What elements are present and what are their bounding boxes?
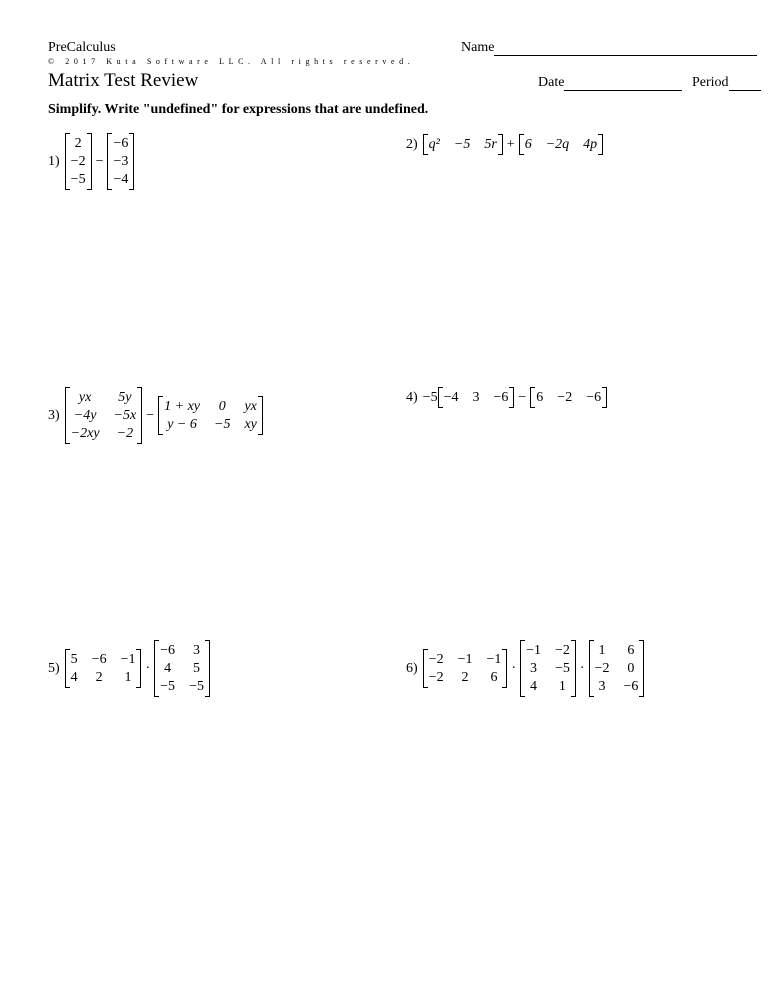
matrix-cell: −1 [486, 652, 502, 667]
matrix-cell: −6 [160, 643, 176, 658]
matrix-cell: −5x [113, 408, 137, 423]
period-field[interactable] [692, 75, 761, 91]
matrix-cell: −5 [189, 679, 204, 694]
operator: − [146, 407, 155, 423]
matrix-cell: 1 [598, 643, 606, 658]
problem-number: 4) [406, 389, 418, 405]
matrix-a [438, 387, 515, 408]
matrix-cell: 1 [124, 670, 132, 685]
period-blank[interactable] [729, 77, 761, 91]
matrix-cell: −2 [70, 154, 86, 169]
copyright-notice: © 2017 Kuta Software LLC. All rights reserved. [48, 57, 415, 66]
operator: · [511, 660, 517, 676]
matrix-cell: −2q [545, 137, 570, 152]
matrix-cell: −2 [554, 643, 570, 658]
problem-number: 6) [406, 660, 418, 676]
matrix-cell: 4p [583, 137, 598, 152]
worksheet-title: Matrix Test Review [48, 70, 199, 91]
matrix-cell: 5 [193, 661, 201, 676]
matrix-cell: −3 [113, 154, 129, 169]
problem-3 [48, 387, 263, 444]
problem-1 [48, 133, 134, 190]
matrix-cell: −6 [493, 390, 509, 405]
matrix-a [65, 133, 92, 190]
matrix-cell: −6 [91, 652, 107, 667]
matrix-cell: −5 [214, 417, 231, 432]
matrix-cell: yx [78, 390, 92, 405]
matrix-b [158, 396, 263, 435]
matrix-cell: 0 [218, 399, 226, 414]
name-field[interactable] [461, 40, 757, 56]
matrix-cell: 3 [193, 643, 201, 658]
matrix-cell: 3 [472, 390, 480, 405]
matrix-cell: −4y [73, 408, 97, 423]
matrix-cell: 2 [461, 670, 469, 685]
matrix-cell: −5 [554, 661, 570, 676]
matrix-cell: 5r [484, 137, 497, 152]
matrix-cell: 2 [74, 136, 82, 151]
date-field[interactable] [538, 75, 682, 91]
matrix-cell: −2 [557, 390, 573, 405]
scalar: −5 [422, 389, 438, 405]
matrix-cell: −1 [457, 652, 473, 667]
matrix-cell: 4 [164, 661, 172, 676]
matrix-cell: 2 [95, 670, 103, 685]
matrix-b [154, 640, 210, 697]
date-label: Date [538, 75, 565, 90]
operator: · [579, 660, 585, 676]
instructions: Simplify. Write "undefined" for expressions that are undefined. [48, 102, 429, 117]
matrix-cell: −4 [113, 172, 129, 187]
matrix-b [519, 134, 603, 155]
matrix-a [423, 134, 503, 155]
problem-number: 3) [48, 407, 60, 423]
matrix-cell: 5y [118, 390, 132, 405]
matrix-cell: 6 [524, 137, 532, 152]
matrix-cell: 0 [627, 661, 635, 676]
problem-number: 2) [406, 136, 418, 152]
matrix-cell: 3 [598, 679, 606, 694]
matrix-cell: 5 [70, 652, 78, 667]
operator: − [518, 389, 527, 405]
matrix-cell: 6 [627, 643, 635, 658]
matrix-cell: 3 [530, 661, 538, 676]
matrix-cell: −2 [116, 426, 134, 441]
matrix-cell: −6 [113, 136, 129, 151]
matrix-cell: yx [244, 399, 257, 414]
matrix-b [107, 133, 134, 190]
name-blank[interactable] [494, 42, 757, 56]
problem-number: 5) [48, 660, 60, 676]
problem-2 [406, 134, 603, 155]
matrix-cell: y − 6 [167, 417, 197, 432]
matrix-cell: −5 [70, 172, 86, 187]
matrix-cell: −2 [428, 652, 444, 667]
course-name: PreCalculus [48, 40, 116, 55]
matrix-cell: 1 + xy [164, 399, 200, 414]
date-blank[interactable] [564, 77, 682, 91]
matrix-cell: −1 [120, 652, 136, 667]
matrix-cell: 4 [530, 679, 538, 694]
matrix-cell: xy [244, 417, 257, 432]
matrix-cell: −2 [594, 661, 610, 676]
matrix-cell: 6 [490, 670, 498, 685]
matrix-b [520, 640, 576, 697]
matrix-cell: −4 [443, 390, 459, 405]
matrix-cell: 6 [536, 390, 544, 405]
matrix-cell: −5 [453, 137, 471, 152]
matrix-a [65, 649, 142, 688]
matrix-cell: 1 [558, 679, 566, 694]
matrix-cell: 4 [70, 670, 78, 685]
matrix-cell: −5 [160, 679, 176, 694]
operator: − [95, 153, 104, 169]
operator: + [506, 136, 515, 152]
matrix-a [65, 387, 143, 444]
matrix-cell: −1 [526, 643, 541, 658]
matrix-cell: −2xy [70, 426, 100, 441]
period-label: Period [692, 75, 729, 90]
matrix-a [423, 649, 508, 688]
matrix-cell: −6 [623, 679, 639, 694]
matrix-cell: −2 [428, 670, 444, 685]
operator: · [145, 660, 151, 676]
matrix-cell: q² [428, 137, 440, 152]
matrix-c [589, 640, 645, 697]
problem-6 [406, 640, 644, 697]
matrix-b [530, 387, 607, 408]
matrix-cell: −6 [586, 390, 602, 405]
problem-5 [48, 640, 210, 697]
name-label: Name [461, 40, 495, 55]
problem-number: 1) [48, 153, 60, 169]
problem-4 [406, 387, 607, 408]
